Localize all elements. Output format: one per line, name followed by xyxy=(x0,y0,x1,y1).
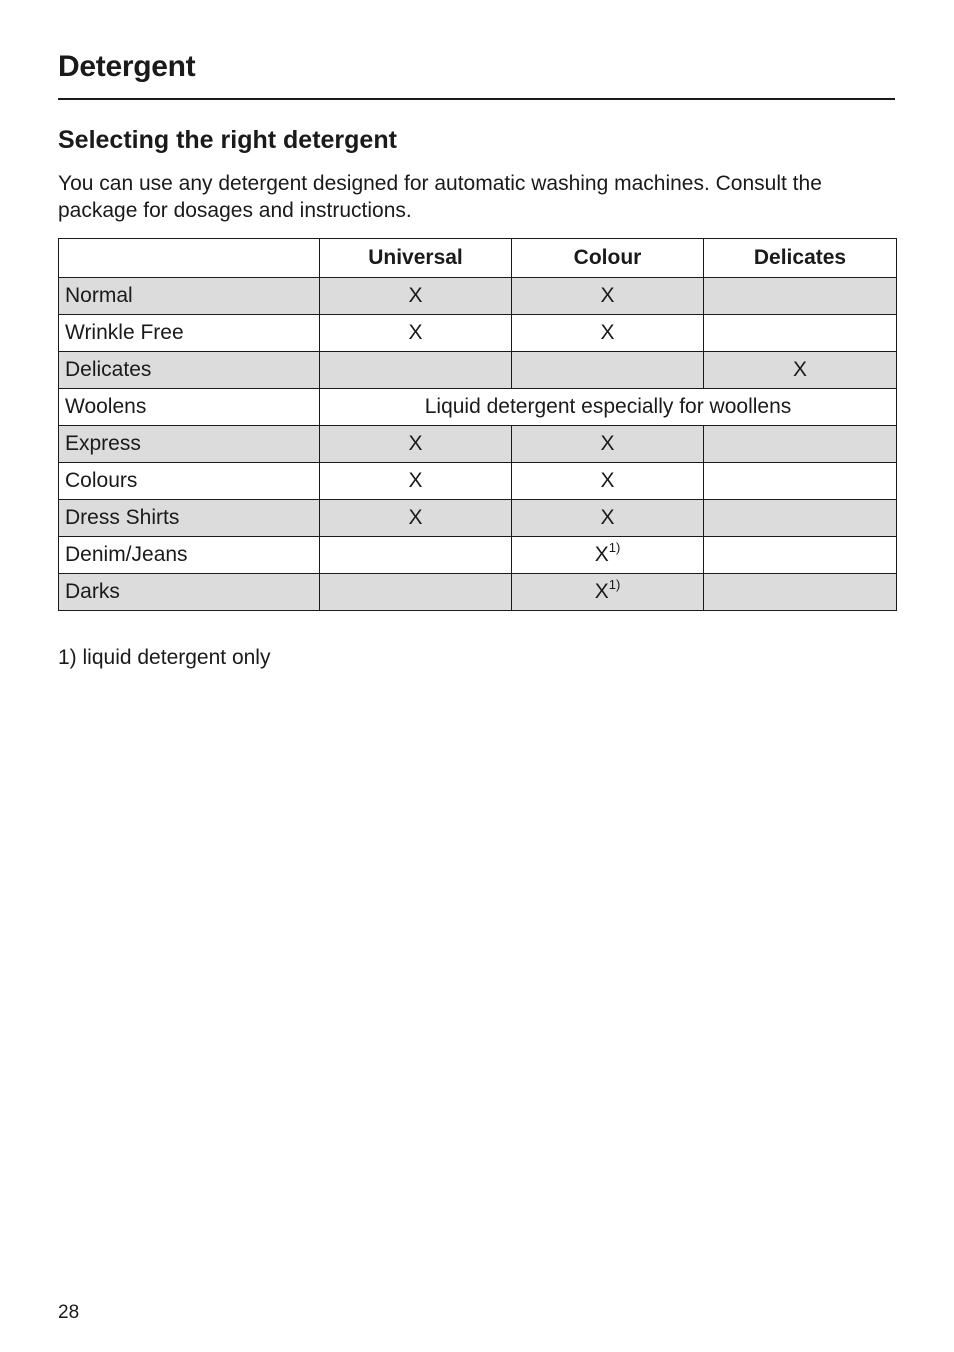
row-label: Darks xyxy=(59,574,320,611)
table-row xyxy=(59,278,897,315)
table-row xyxy=(59,315,897,352)
page-title: Detergent xyxy=(58,50,196,83)
header-colour: Colour xyxy=(512,239,704,278)
cell-colour xyxy=(512,352,704,389)
cell-colour xyxy=(512,574,704,611)
page-number: 28 xyxy=(58,1302,80,1323)
cell-universal xyxy=(320,352,512,389)
cell-colour: X xyxy=(512,500,704,537)
section-title: Selecting the right detergent xyxy=(58,126,397,154)
row-label: Woolens xyxy=(59,389,320,426)
footnote-ref: 1) xyxy=(608,577,621,592)
detergent-table xyxy=(58,238,897,611)
footnote-ref: 1) xyxy=(608,540,621,555)
cell-colour: X xyxy=(512,463,704,500)
cell-delicates xyxy=(704,537,897,574)
row-label: Wrinkle Free xyxy=(59,315,320,352)
cell-universal: X xyxy=(320,426,512,463)
table-header-row xyxy=(59,239,897,278)
table-row xyxy=(59,463,897,500)
table-row xyxy=(59,426,897,463)
table-row xyxy=(59,389,897,426)
intro-paragraph: You can use any detergent designed for automatic washing machines. Consult the package for dosages and instructions. xyxy=(58,172,822,222)
row-label: Delicates xyxy=(59,352,320,389)
cell-universal: X xyxy=(320,278,512,315)
cell-delicates: X xyxy=(704,352,897,389)
cell-universal xyxy=(320,537,512,574)
cell-universal xyxy=(320,574,512,611)
cell-delicates xyxy=(704,315,897,352)
cell-colour: X xyxy=(512,426,704,463)
cell-universal: X xyxy=(320,463,512,500)
cell-colour-mark: X xyxy=(594,543,609,566)
cell-delicates xyxy=(704,574,897,611)
row-label: Denim/Jeans xyxy=(59,537,320,574)
cell-delicates xyxy=(704,426,897,463)
cell-delicates xyxy=(704,463,897,500)
title-divider xyxy=(58,98,895,100)
cell-universal: X xyxy=(320,500,512,537)
cell-colour: X xyxy=(512,315,704,352)
header-blank xyxy=(59,239,320,278)
header-delicates: Delicates xyxy=(704,239,897,278)
cell-universal: X xyxy=(320,315,512,352)
cell-colour xyxy=(512,537,704,574)
footnote: 1) liquid detergent only xyxy=(58,646,271,669)
cell-colour-mark: X xyxy=(594,580,609,603)
table-row xyxy=(59,537,897,574)
row-label: Normal xyxy=(59,278,320,315)
row-label: Express xyxy=(59,426,320,463)
cell-delicates xyxy=(704,500,897,537)
table-row xyxy=(59,574,897,611)
header-universal: Universal xyxy=(320,239,512,278)
cell-colour: X xyxy=(512,278,704,315)
table-row xyxy=(59,500,897,537)
row-label: Dress Shirts xyxy=(59,500,320,537)
table-row xyxy=(59,352,897,389)
cell-delicates xyxy=(704,278,897,315)
cell-merged-note: Liquid detergent especially for woollens xyxy=(320,389,897,426)
row-label: Colours xyxy=(59,463,320,500)
